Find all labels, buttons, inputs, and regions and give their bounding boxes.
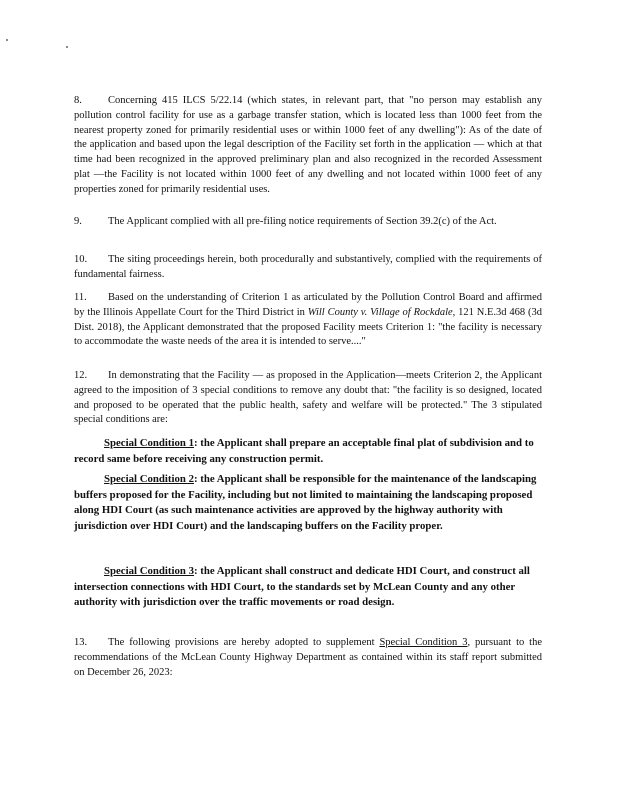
special-condition-1 <box>74 436 542 467</box>
special-condition-reference: Special Condition 3 <box>379 637 468 648</box>
paragraph-text: Concerning 415 ILCS 5/22.14 (which states, in relevant part, that "no person may establish any pollution control facility for use as a garbage transfer station, which is located less than 1000 feet from the nearest property zoned for primarily residential uses or within 1000 feet of any dwelling"): As of the date of the application and based upon the legal description of the Facility set forth in the application — which at that time had been recognized in the approved preliminary plan and also recognized in the recorded Assessment plat —the Facility is not located within 1000 feet of any dwelling and not located within 1000 feet of any properties zoned for primarily residential uses. <box>74 95 542 195</box>
paragraph-number: 13. <box>74 637 88 648</box>
paragraph-text-cont: , pursuant to the recommendations of the McLean County Highway Department as contained within its staff report submitted on December 26, 2023: <box>74 637 543 678</box>
paragraph-text: The Applicant complied with all pre-filing notice requirements of Section 39.2(c) of the Act. <box>108 216 497 227</box>
special-condition-text: : the Applicant shall prepare an acceptable final plat of subdivision and to record same before receiving any construction permit. <box>74 437 534 465</box>
paragraph-9 <box>74 215 542 230</box>
paragraph-number: 8. <box>74 95 82 106</box>
paragraph-number: 9. <box>74 216 82 227</box>
paragraph-10 <box>74 253 542 283</box>
paragraph-text-cont: , 121 N.E.3d 468 (3d Dist. 2018), the Applicant demonstrated that the proposed Facility meets Criterion 1: "the facility is necessary to accommodate the waste needs of the area it is intended to serve...." <box>74 306 542 348</box>
paragraph-12 <box>74 369 542 428</box>
paragraph-number: 11. <box>74 292 87 303</box>
paragraph-text: The siting proceedings herein, both procedurally and substantively, complied with the requirements of fundamental fairness. <box>74 254 542 280</box>
paragraph-text: In demonstrating that the Facility — as proposed in the Application—meets Criterion 2, the Applicant agreed to the imposition of 3 special conditions to remove any doubt that: "the facility is so designed, located and proposed to be operated that the public health, safety and welfare will be protected." The 3 stipulated special conditions are: <box>74 370 542 426</box>
special-condition-label: Special Condition 2 <box>104 473 194 485</box>
paragraph-13 <box>74 636 542 680</box>
special-condition-text: : the Applicant shall construct and dedicate HDI Court, and construct all intersection connections with HDI Court, to the standards set by McLean County and any other authority with jurisdiction over the traffic movements or road design. <box>74 565 530 609</box>
paragraph-8 <box>74 94 542 198</box>
paragraph-11 <box>74 291 542 350</box>
special-condition-3 <box>74 564 542 611</box>
special-condition-label: Special Condition 3 <box>104 565 194 577</box>
scan-speck <box>66 46 68 48</box>
paragraph-number: 12. <box>74 370 88 381</box>
special-condition-2 <box>74 472 542 534</box>
case-citation: Will County v. Village of Rockdale <box>307 306 453 318</box>
paragraph-number: 10. <box>74 254 88 265</box>
special-condition-label: Special Condition 1 <box>104 437 194 449</box>
paragraph-text: Based on the understanding of Criterion 1 as articulated by the Pollution Control Board and affirmed by the Illinois Appellate Court for the Third District in <box>74 292 542 318</box>
paragraph-text: The following provisions are hereby adopted to supplement <box>108 637 380 648</box>
scan-speck <box>6 39 8 41</box>
special-condition-text: : the Applicant shall be responsible for the maintenance of the landscaping buffers proposed for the Facility, including but not limited to maintaining the landscaping proposed along HDI Court (as such maintenance activities are approved by the highway authority with jurisdiction over HDI Court) and the landscaping buffers on the Facility proper. <box>74 473 537 532</box>
